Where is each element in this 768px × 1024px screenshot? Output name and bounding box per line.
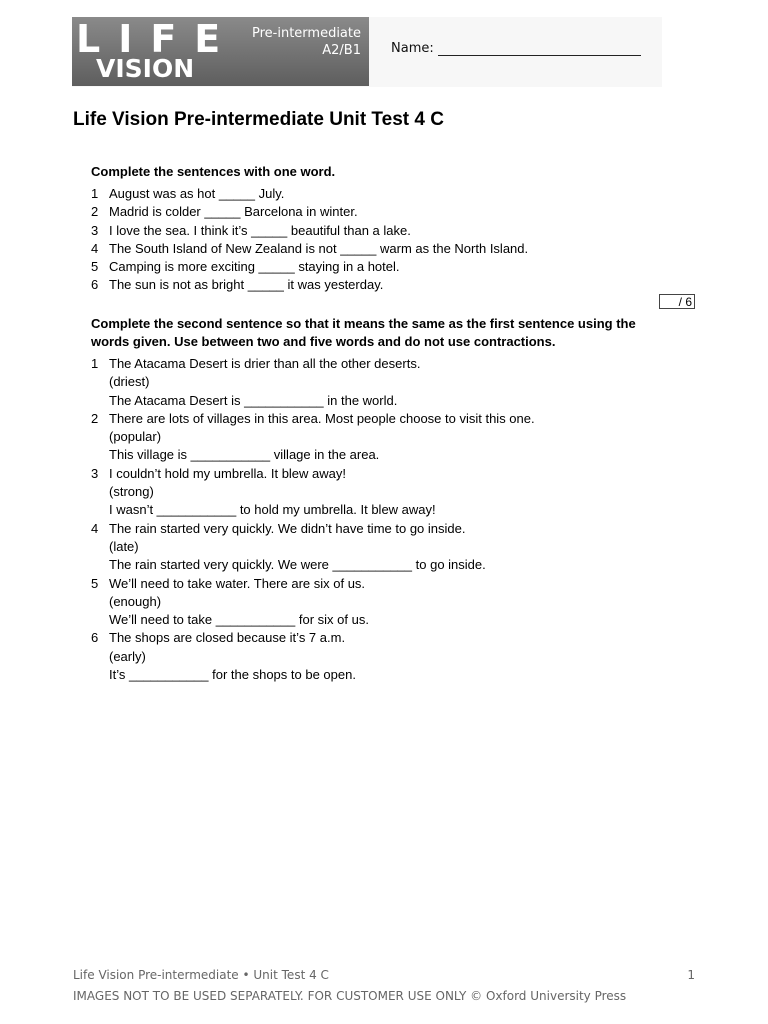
- logo-vision-text: VISION: [96, 54, 195, 83]
- item-sentence: The shops are closed because it’s 7 a.m.: [109, 630, 346, 646]
- item-text: Madrid is colder _____ Barcelona in winter.: [109, 204, 358, 220]
- item-prompt: We’ll need to take ___________ for six of us.: [109, 612, 369, 628]
- item-number: 5: [91, 575, 99, 591]
- section-1: [91, 163, 651, 295]
- item-key-word: (strong): [109, 484, 154, 500]
- item-key-word: (enough): [109, 593, 162, 609]
- list-item: [91, 185, 651, 203]
- item-sentence: We’ll need to take water. There are six of us.: [109, 575, 366, 591]
- item-text: The sun is not as bright _____ it was yesterday.: [109, 277, 384, 293]
- list-item: [91, 465, 651, 520]
- section-1-score-box: / 6: [659, 294, 695, 309]
- footer: [73, 968, 695, 982]
- item-number: 1: [91, 186, 99, 201]
- level-line-2: A2/B1: [322, 43, 361, 58]
- level-label: [252, 25, 361, 59]
- list-item: [91, 629, 651, 684]
- logo-life-text: LIFE: [76, 17, 239, 61]
- item-key-word: (early): [109, 648, 146, 664]
- list-item: [91, 355, 651, 410]
- item-number: 2: [91, 410, 99, 426]
- item-number: 4: [91, 520, 99, 536]
- level-line-1: Pre-intermediate: [251, 26, 361, 41]
- item-number: 2: [91, 204, 99, 220]
- item-number: 6: [91, 630, 99, 646]
- item-text: August was as hot _____ July.: [109, 186, 285, 201]
- item-number: 4: [91, 240, 99, 256]
- item-number: 3: [91, 465, 99, 481]
- item-number: 3: [91, 222, 99, 238]
- name-field: [391, 41, 641, 56]
- list-item: [91, 222, 651, 240]
- life-vision-logo: [72, 17, 369, 86]
- page-number: 1: [687, 968, 695, 982]
- section-1-instruction: Complete the sentences with one word.: [91, 164, 336, 179]
- footer-copyright: [73, 989, 695, 1003]
- list-item: [91, 575, 651, 630]
- copyright-text: IMAGES NOT TO BE USED SEPARATELY. FOR CUSTOMER USE ONLY © Oxford University Press: [73, 989, 627, 1003]
- item-sentence: I couldn’t hold my umbrella. It blew away!: [109, 465, 346, 481]
- item-key-word: (driest): [109, 374, 150, 390]
- item-number: 1: [91, 356, 99, 371]
- item-prompt: This village is ___________ village in the area.: [109, 447, 380, 463]
- list-item: [91, 520, 651, 575]
- item-prompt: The Atacama Desert is ___________ in the world.: [109, 392, 398, 408]
- list-item: [91, 410, 651, 465]
- item-text: Camping is more exciting _____ staying in a hotel.: [109, 259, 400, 275]
- section-2: [91, 315, 651, 684]
- item-text: The South Island of New Zealand is not _____ warm as the North Island.: [109, 240, 529, 256]
- item-prompt: It’s ___________ for the shops to be open.: [109, 667, 356, 683]
- page-title: Life Vision Pre-intermediate Unit Test 4 C: [73, 109, 444, 130]
- list-item: [91, 240, 651, 258]
- list-item: [91, 276, 651, 294]
- item-key-word: (late): [109, 538, 139, 554]
- item-sentence: The rain started very quickly. We didn’t have time to go inside.: [109, 520, 466, 536]
- item-text: I love the sea. I think it’s _____ beautiful than a lake.: [109, 222, 411, 238]
- name-blank-line[interactable]: [438, 41, 641, 56]
- item-prompt: I wasn’t ___________ to hold my umbrella. It blew away!: [109, 502, 436, 518]
- item-sentence: The Atacama Desert is drier than all the other deserts.: [109, 356, 421, 371]
- item-number: 5: [91, 259, 99, 275]
- list-item: [91, 203, 651, 221]
- item-number: 6: [91, 277, 99, 293]
- item-key-word: (popular): [109, 429, 162, 445]
- footer-title: Life Vision Pre-intermediate • Unit Test 4 C: [73, 968, 329, 982]
- list-item: [91, 258, 651, 276]
- item-sentence: There are lots of villages in this area. Most people choose to visit this one.: [109, 410, 535, 426]
- item-prompt: The rain started very quickly. We were ___________ to go inside.: [109, 557, 486, 573]
- section-2-instruction: Complete the second sentence so that it means the same as the first sentence using the words given. Use between two and five words and do not use contractions.: [91, 316, 636, 349]
- name-label: Name:: [391, 41, 434, 56]
